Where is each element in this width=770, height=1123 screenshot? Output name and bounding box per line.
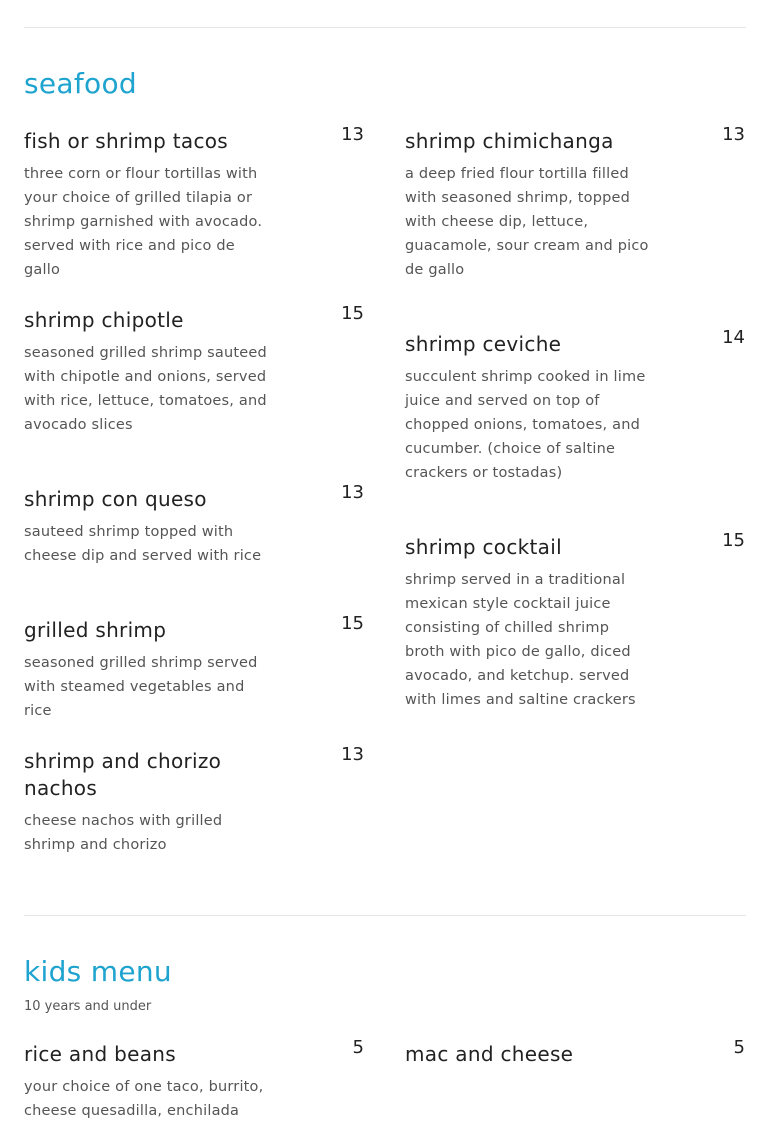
item-name: fish or shrimp tacos [24, 129, 229, 153]
menu-item [405, 530, 745, 712]
item-name: shrimp cocktail [405, 535, 562, 559]
item-price: 15 [722, 530, 745, 551]
item-price: 15 [341, 613, 364, 634]
divider [24, 915, 746, 916]
item-name: rice and beans [24, 1042, 176, 1066]
item-name: shrimp and chorizo nachos [24, 749, 222, 800]
item-description: shrimp served in a traditional mexican style cocktail juice consisting of chilled shrimp broth with pico de gallo, diced avocado, and ketchup. served with limes and saltine crackers [405, 572, 636, 708]
item-price: 13 [341, 744, 364, 765]
menu-item [405, 1037, 745, 1068]
item-price: 13 [341, 124, 364, 145]
menu-item [405, 124, 745, 282]
item-price: 13 [722, 124, 745, 145]
item-description: seasoned grilled shrimp served with steamed vegetables and rice [24, 655, 258, 719]
item-name: shrimp chimichanga [405, 129, 614, 153]
menu-item [24, 124, 364, 282]
item-name: shrimp chipotle [24, 308, 184, 332]
menu-item [24, 482, 364, 568]
item-description: succulent shrimp cooked in lime juice and served on top of chopped onions, tomatoes, and cucumber. (choice of saltine crackers or tostadas) [405, 369, 646, 481]
section-title-kids-menu: kids menu [24, 955, 172, 988]
item-name: grilled shrimp [24, 618, 167, 642]
item-name: shrimp ceviche [405, 332, 562, 356]
item-description: a deep fried flour tortilla filled with seasoned shrimp, topped with cheese dip, lettuce, guacamole, sour cream and pico de gallo [405, 166, 649, 278]
item-description: cheese nachos with grilled shrimp and chorizo [24, 813, 223, 853]
item-description: seasoned grilled shrimp sauteed with chipotle and onions, served with rice, lettuce, tomatoes, and avocado slices [24, 345, 267, 433]
item-name: mac and cheese [405, 1042, 574, 1066]
item-price: 5 [352, 1037, 364, 1058]
section-subtitle: 10 years and under [24, 999, 152, 1014]
menu-item [24, 744, 364, 857]
item-price: 15 [341, 303, 364, 324]
menu-item [24, 1037, 364, 1123]
item-description: sauteed shrimp topped with cheese dip and served with rice [24, 524, 262, 564]
item-price: 14 [722, 327, 745, 348]
item-name: shrimp con queso [24, 487, 207, 511]
item-price: 5 [733, 1037, 745, 1058]
menu-item [405, 327, 745, 485]
item-description: your choice of one taco, burrito, cheese quesadilla, enchilada [24, 1079, 264, 1119]
menu-item [24, 303, 364, 437]
item-price: 13 [341, 482, 364, 503]
section-title-seafood: seafood [24, 67, 137, 100]
menu-item [24, 613, 364, 723]
item-description: three corn or flour tortillas with your choice of grilled tilapia or shrimp garnished with avocado. served with rice and pico de gallo [24, 166, 263, 278]
divider [24, 27, 746, 28]
